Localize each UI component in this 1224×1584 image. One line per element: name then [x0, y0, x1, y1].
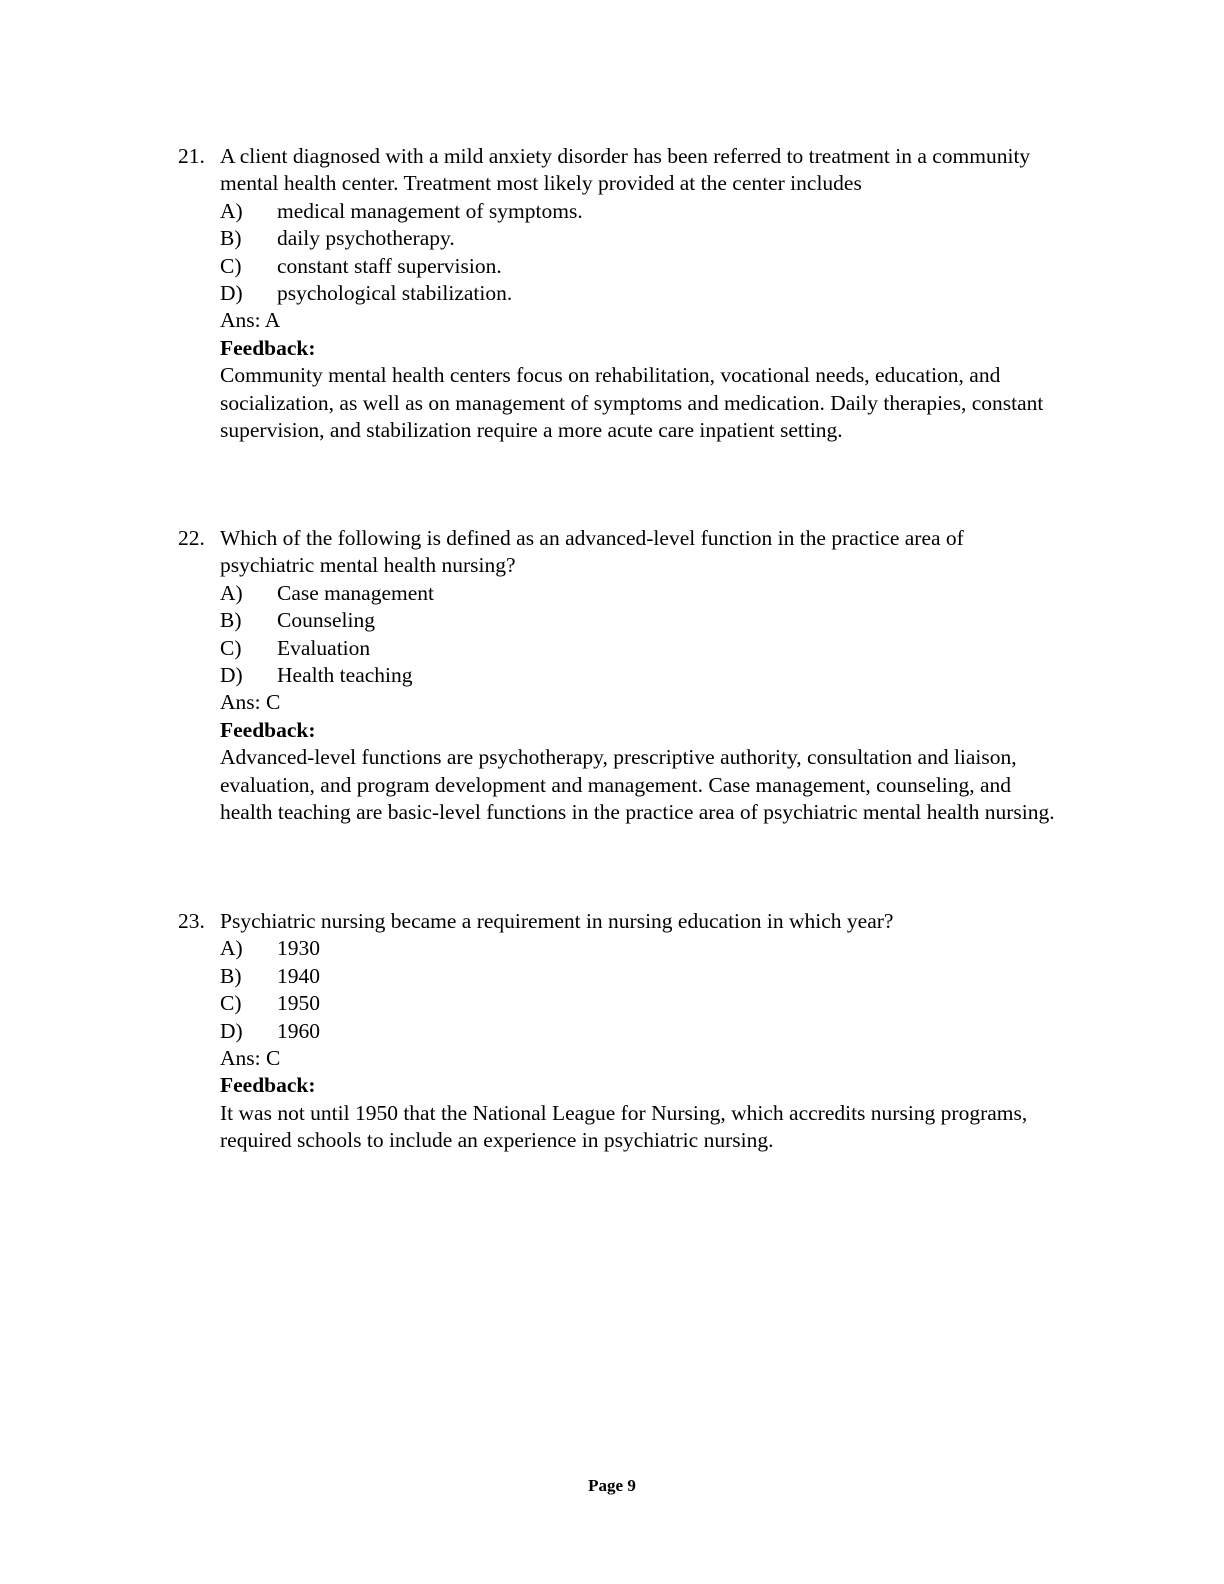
option-letter: B): [220, 226, 242, 251]
option-letter: C): [220, 991, 242, 1016]
answer: Ans: C: [220, 1046, 281, 1071]
option-text: constant staff supervision.: [277, 253, 502, 278]
option-text: 1950: [277, 991, 320, 1016]
option-text: Case management: [277, 580, 435, 605]
options-list: [220, 198, 1058, 308]
question-number: 22.: [178, 526, 205, 550]
feedback-label: Feedback:: [220, 717, 316, 742]
option-text: daily psychotherapy.: [277, 226, 455, 251]
option-c: [220, 635, 1058, 662]
option-letter: A): [220, 198, 243, 223]
option-letter: A): [220, 580, 243, 605]
option-d: [220, 280, 1058, 307]
question-stem: Which of the following is defined as an advanced-level function in the practice area of psychiatric mental health nursing?: [220, 526, 964, 578]
question-22: [178, 525, 1058, 826]
answer: Ans: C: [220, 690, 281, 715]
options-list: [220, 580, 1058, 690]
question-stem: A client diagnosed with a mild anxiety disorder has been referred to treatment in a community mental health center. Treatment most likely provided at the center includes: [220, 144, 1031, 196]
option-text: medical management of symptoms.: [277, 198, 583, 223]
option-b: [220, 963, 1058, 990]
option-text: Counseling: [277, 608, 375, 633]
question-21: [178, 143, 1058, 444]
page-number: Page 9: [588, 1476, 636, 1495]
question-stem: Psychiatric nursing became a requirement in nursing education in which year?: [220, 909, 894, 933]
option-text: 1960: [277, 1018, 320, 1043]
feedback-text: It was not until 1950 that the National League for Nursing, which accredits nursing programs, required schools to include an experience in psychiatric nursing.: [220, 1100, 1028, 1153]
option-a: [220, 198, 1058, 225]
question-number: 21.: [178, 144, 205, 168]
feedback-label: Feedback:: [220, 335, 316, 360]
option-letter: B): [220, 963, 242, 988]
option-b: [220, 607, 1058, 634]
option-text: Evaluation: [277, 635, 371, 660]
feedback-label: Feedback:: [220, 1073, 316, 1098]
question-23: [178, 908, 1058, 1155]
option-text: 1940: [277, 963, 320, 988]
option-letter: D): [220, 663, 243, 688]
feedback-text: Community mental health centers focus on rehabilitation, vocational needs, education, and socialization, as well as on management of symptoms and medication. Daily therapies, constant supervision, and stabilization require a more acute care inpatient setting.: [220, 363, 1044, 443]
option-letter: B): [220, 608, 242, 633]
option-letter: C): [220, 253, 242, 278]
option-letter: D): [220, 1018, 243, 1043]
option-a: [220, 935, 1058, 962]
option-c: [220, 990, 1058, 1017]
option-text: 1930: [277, 936, 320, 961]
answer: Ans: A: [220, 308, 281, 333]
options-list: [220, 935, 1058, 1045]
option-text: Health teaching: [277, 663, 413, 688]
option-letter: C): [220, 635, 242, 660]
option-text: psychological stabilization.: [277, 281, 513, 306]
question-stem-row: [178, 908, 1058, 935]
feedback-text: Advanced-level functions are psychotherapy, prescriptive authority, consultation and liaison, evaluation, and program development and management. Case management, counseling, and health teaching are basic-level functions in the practice area of psychiatric mental health nursing.: [220, 745, 1055, 825]
option-b: [220, 225, 1058, 252]
option-letter: D): [220, 281, 243, 306]
option-a: [220, 580, 1058, 607]
question-number: 23.: [178, 909, 205, 933]
option-d: [220, 662, 1058, 689]
option-letter: A): [220, 936, 243, 961]
question-stem-row: [178, 525, 1058, 580]
option-d: [220, 1018, 1058, 1045]
question-stem-row: [178, 143, 1058, 198]
option-c: [220, 253, 1058, 280]
